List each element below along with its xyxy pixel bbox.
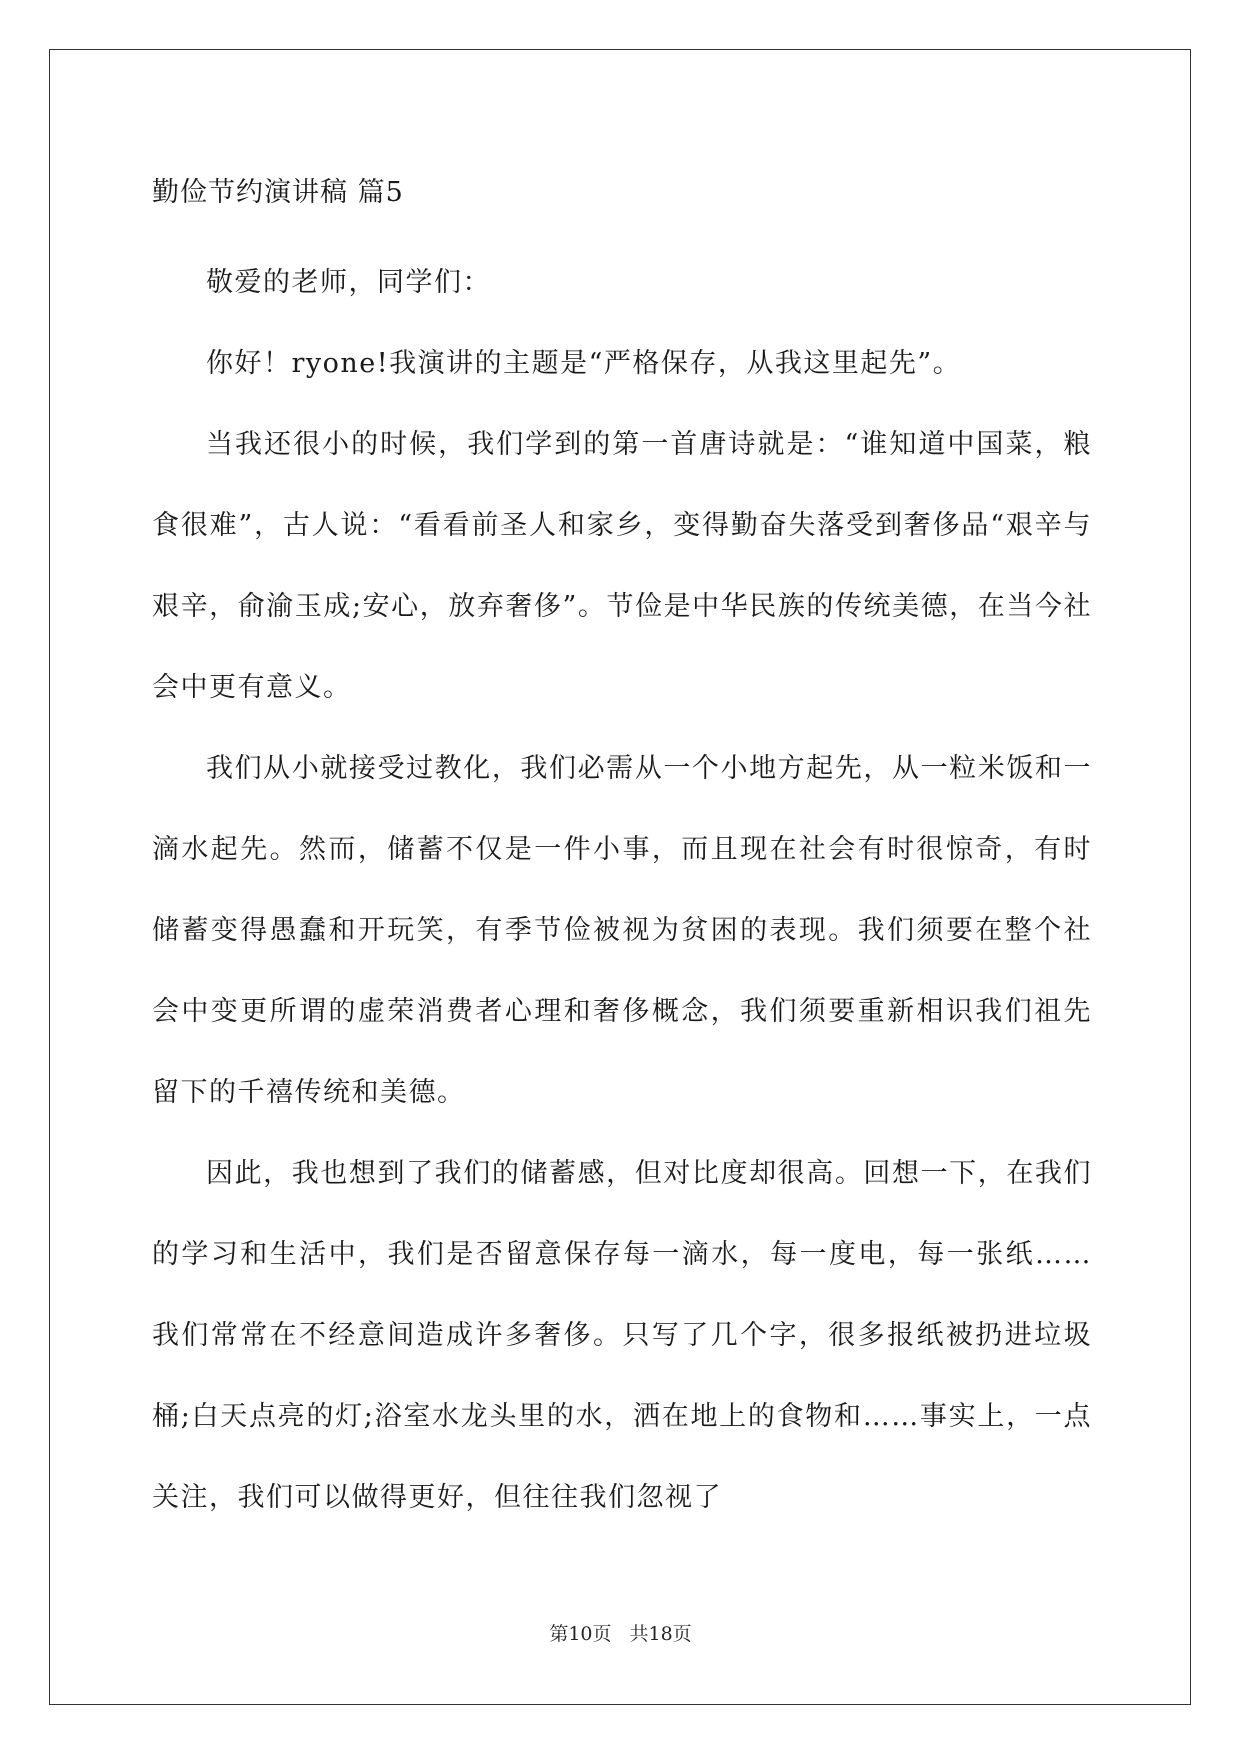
paragraph-tradition: 当我还很小的时候，我们学到的第一首唐诗就是：“谁知道中国菜，粮食很难”，古人说：“看看前圣人和家乡，变得勤奋失落受到奢侈品“艰辛与艰辛，俞渝玉成;安心，放弃奢侈”。节俭是中华民族的传统美德，在当今社会中更有意义。	[152, 429, 1092, 703]
page-footer	[0, 1622, 1241, 1646]
paragraph-opening: 你好！ryone!我演讲的主题是“严格保存，从我这里起先”。	[206, 348, 962, 379]
page-number: 第10页	[549, 1623, 612, 1645]
document-body	[152, 160, 1092, 1538]
document-title: 勤俭节约演讲稿 篇5	[152, 177, 404, 208]
paragraph-reflection: 因此，我也想到了我们的储蓄感，但对比度却很高。回想一下，在我们的学习和生活中，我们是否留意保存每一滴水，每一度电，每一张纸……我们常常在不经意间造成许多奢侈。只写了几个字，很多报纸被扔进垃圾桶;白天点亮的灯;浴室水龙头里的水，洒在地上的食物和……事实上，一点关注，我们可以做得更好，但往往我们忽视了	[152, 1158, 1092, 1513]
page-total: 共18页	[629, 1623, 692, 1645]
paragraph-education: 我们从小就接受过教化，我们必需从一个小地方起先，从一粒米饭和一滴水起先。然而，储蓄不仅是一件小事，而且现在社会有时很惊奇，有时储蓄变得愚蠢和开玩笑，有季节俭被视为贫困的表现。我们须要在整个社会中变更所谓的虚荣消费者心理和奢侈概念，我们须要重新相识我们祖先留下的千禧传统和美德。	[152, 753, 1092, 1108]
paragraph-greeting: 敬爱的老师，同学们：	[206, 267, 491, 298]
